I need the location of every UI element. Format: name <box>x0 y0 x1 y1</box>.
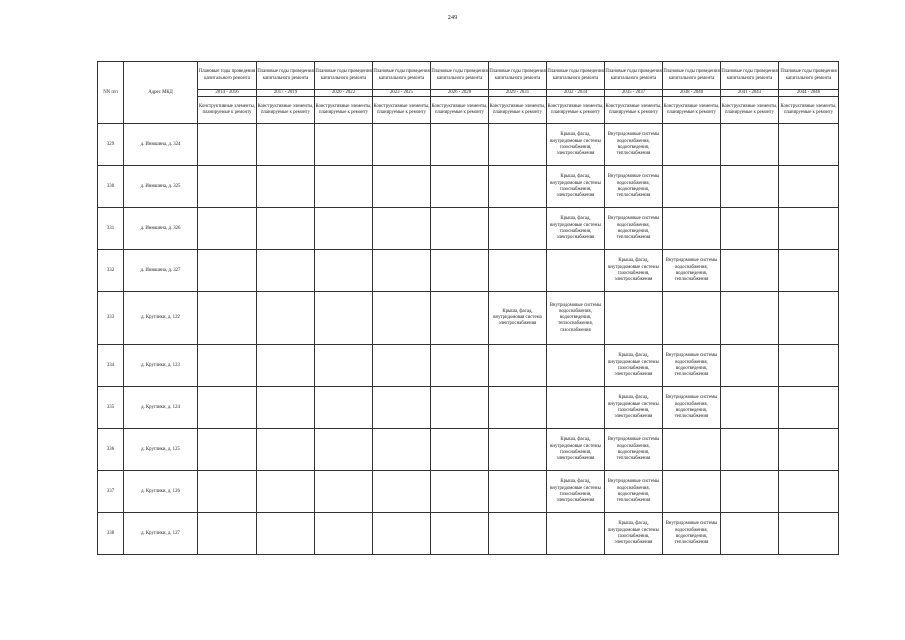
row-period-cell <box>605 292 663 345</box>
row-number: 330 <box>98 166 124 208</box>
repair-elements-text: Крыша, фасад, внутридомовые системы газоснабжения, электроснабжения <box>550 174 601 198</box>
table-row <box>98 292 839 345</box>
row-period-cell <box>663 429 721 471</box>
row-address: д. Инюшина, д. 325 <box>124 166 198 208</box>
row-period-cell <box>431 250 489 292</box>
header-plan-label: Плановые годы проведения капитального ремонта <box>663 62 721 90</box>
header-period: 2032 - 2034 <box>547 90 605 97</box>
row-period-cell <box>315 513 373 555</box>
row-period-cell <box>605 471 663 513</box>
row-period-cell <box>605 513 663 555</box>
header-period: 2023 - 2025 <box>373 90 431 97</box>
row-period-cell <box>198 429 257 471</box>
header-address: Адрес МКД <box>124 62 198 124</box>
row-period-cell <box>663 345 721 387</box>
row-period-cell <box>431 513 489 555</box>
header-period: 2041 - 2043 <box>721 90 779 97</box>
repair-elements-text: Внутридомовые системы водоснабжения, водоотведения, теплоснабжения <box>607 479 660 503</box>
row-period-cell <box>198 513 257 555</box>
row-period-cell <box>779 387 839 429</box>
row-period-cell <box>373 513 431 555</box>
row-period-cell <box>547 250 605 292</box>
row-period-cell <box>605 345 663 387</box>
row-address: д. Круглики, д. 125 <box>124 429 198 471</box>
row-period-cell <box>721 166 779 208</box>
table-row <box>98 166 839 208</box>
header-elements-label: Конструктивные элементы, планируемые к ремонту <box>257 97 315 124</box>
row-period-cell <box>198 166 257 208</box>
repair-elements-text: Внутридомовые системы водоснабжения, водоотведения, теплоснабжения <box>665 353 718 377</box>
row-period-cell <box>373 124 431 166</box>
row-number: 336 <box>98 429 124 471</box>
row-period-cell <box>315 471 373 513</box>
row-address: д. Инюшина, д. 324 <box>124 124 198 166</box>
row-period-cell <box>663 387 721 429</box>
row-period-cell <box>257 166 315 208</box>
row-period-cell <box>373 166 431 208</box>
row-period-cell <box>198 471 257 513</box>
row-period-cell <box>431 345 489 387</box>
row-period-cell <box>779 208 839 250</box>
row-period-cell <box>779 471 839 513</box>
row-period-cell <box>373 250 431 292</box>
repair-elements-text: Внутридомовые системы водоснабжения, водоотведения, теплоснабжения <box>607 132 660 156</box>
row-period-cell <box>663 250 721 292</box>
row-period-cell <box>663 166 721 208</box>
row-period-cell <box>489 292 547 345</box>
header-elements-label: Конструктивные элементы, планируемые к ремонту <box>605 97 663 124</box>
row-period-cell <box>373 471 431 513</box>
header-elements-label: Конструктивные элементы, планируемые к ремонту <box>373 97 431 124</box>
table-row <box>98 208 839 250</box>
table-row <box>98 429 839 471</box>
row-period-cell <box>547 471 605 513</box>
row-period-cell <box>605 124 663 166</box>
row-period-cell <box>373 208 431 250</box>
header-period: 2026 - 2028 <box>431 90 489 97</box>
row-period-cell <box>721 513 779 555</box>
header-elements-label: Конструктивные элементы, планируемые к ремонту <box>779 97 839 124</box>
repair-elements-text: Внутридомовые системы водоснабжения, водоотведения, теплоснабжения <box>665 258 718 282</box>
row-number: 333 <box>98 292 124 345</box>
row-period-cell <box>663 471 721 513</box>
row-period-cell <box>431 292 489 345</box>
repair-elements-text: Крыша, фасад, внутридомовые системы газоснабжения, электроснабжения <box>608 258 659 282</box>
row-period-cell <box>779 513 839 555</box>
row-period-cell <box>315 429 373 471</box>
row-period-cell <box>257 345 315 387</box>
row-period-cell <box>547 124 605 166</box>
table-row <box>98 250 839 292</box>
row-number: 329 <box>98 124 124 166</box>
row-period-cell <box>547 166 605 208</box>
row-period-cell <box>315 208 373 250</box>
row-period-cell <box>257 208 315 250</box>
row-address: д. Круглики, д. 123 <box>124 345 198 387</box>
table-row <box>98 345 839 387</box>
row-period-cell <box>315 250 373 292</box>
header-plan-label: Плановые годы проведения капитального ремонта <box>431 62 489 90</box>
row-period-cell <box>198 208 257 250</box>
row-period-cell <box>373 429 431 471</box>
repair-elements-text: Внутридомовые системы водоснабжения, водоотведения, теплоснабжения <box>665 395 718 419</box>
row-period-cell <box>721 292 779 345</box>
row-period-cell <box>315 387 373 429</box>
row-number: 334 <box>98 345 124 387</box>
row-period-cell <box>431 208 489 250</box>
row-period-cell <box>605 208 663 250</box>
row-period-cell <box>431 471 489 513</box>
row-period-cell <box>489 166 547 208</box>
row-period-cell <box>257 124 315 166</box>
row-period-cell <box>721 471 779 513</box>
row-number: 331 <box>98 208 124 250</box>
header-period: 2014 - 2016 <box>198 90 257 97</box>
row-period-cell <box>489 513 547 555</box>
row-period-cell <box>547 292 605 345</box>
row-period-cell <box>257 513 315 555</box>
repair-elements-text: Внутридомовые системы водоснабжения, водоотведения, теплоснабжения <box>665 521 718 545</box>
page-number: 249 <box>447 14 458 21</box>
row-period-cell <box>721 345 779 387</box>
row-period-cell <box>663 208 721 250</box>
row-period-cell <box>198 345 257 387</box>
header-period: 2029 - 2031 <box>489 90 547 97</box>
row-period-cell <box>547 513 605 555</box>
row-period-cell <box>489 387 547 429</box>
repair-elements-text: Внутридомовые системы водоснабжения, водоотведения, теплоснабжения <box>607 437 660 461</box>
row-period-cell <box>431 166 489 208</box>
repair-elements-text: Крыша, фасад, внутридомовые системы газоснабжения, электроснабжения <box>550 216 601 240</box>
row-period-cell <box>198 250 257 292</box>
header-plan-label: Плановые годы проведения капитального ремонта <box>489 62 547 90</box>
header-plan-label: Плановые годы проведения капитального ремонта <box>198 62 257 90</box>
row-address: д. Инюшина, д. 327 <box>124 250 198 292</box>
repair-elements-text: Крыша, фасад, внутридомовые системы газоснабжения, электроснабжения <box>550 437 601 461</box>
header-row-elements <box>98 97 839 124</box>
row-period-cell <box>489 471 547 513</box>
row-period-cell <box>663 124 721 166</box>
row-period-cell <box>489 250 547 292</box>
row-period-cell <box>489 208 547 250</box>
repair-elements-text: Крыша, фасад, внутридомовые системы газоснабжения, электроснабжения <box>608 521 659 545</box>
repair-elements-text: Крыша, фасад, внутридомовая система электроснабжения <box>493 308 542 327</box>
table-row <box>98 124 839 166</box>
row-period-cell <box>721 429 779 471</box>
row-period-cell <box>721 208 779 250</box>
row-period-cell <box>489 124 547 166</box>
header-plan-label: Плановые годы проведения капитального ремонта <box>315 62 373 90</box>
row-period-cell <box>315 292 373 345</box>
repair-elements-text: Внутридомовые системы водоснабжения, водоотведения, теплоснабжения <box>607 216 660 240</box>
repair-elements-text: Крыша, фасад, внутридомовые системы газоснабжения, электроснабжения <box>608 353 659 377</box>
row-period-cell <box>431 429 489 471</box>
header-period: 2038 - 2040 <box>663 90 721 97</box>
row-period-cell <box>198 292 257 345</box>
row-period-cell <box>198 124 257 166</box>
row-period-cell <box>721 387 779 429</box>
row-period-cell <box>431 387 489 429</box>
row-period-cell <box>605 429 663 471</box>
row-period-cell <box>315 166 373 208</box>
row-period-cell <box>663 513 721 555</box>
row-address: д. Круглики, д. 122 <box>124 292 198 345</box>
row-period-cell <box>489 345 547 387</box>
header-period: 2017 - 2019 <box>257 90 315 97</box>
header-elements-label: Конструктивные элементы, планируемые к ремонту <box>431 97 489 124</box>
header-row-years <box>98 90 839 97</box>
header-period: 2020 - 2022 <box>315 90 373 97</box>
header-elements-label: Конструктивные элементы, планируемые к ремонту <box>547 97 605 124</box>
row-number: 338 <box>98 513 124 555</box>
row-address: д. Круглики, д. 127 <box>124 513 198 555</box>
row-period-cell <box>315 345 373 387</box>
header-plan-label: Плановые годы проведения капитального ремонта <box>373 62 431 90</box>
row-period-cell <box>721 250 779 292</box>
row-period-cell <box>257 292 315 345</box>
row-period-cell <box>257 429 315 471</box>
row-period-cell <box>547 208 605 250</box>
row-period-cell <box>257 387 315 429</box>
row-period-cell <box>779 429 839 471</box>
header-row-plan <box>98 62 839 90</box>
repair-elements-text: Крыша, фасад, внутридомовые системы газоснабжения, электроснабжения <box>608 395 659 419</box>
row-number: 337 <box>98 471 124 513</box>
row-period-cell <box>257 250 315 292</box>
row-period-cell <box>779 292 839 345</box>
row-period-cell <box>373 387 431 429</box>
row-period-cell <box>431 124 489 166</box>
row-period-cell <box>721 124 779 166</box>
header-nn: NN п/п <box>98 62 124 124</box>
row-period-cell <box>779 124 839 166</box>
header-plan-label: Плановые годы проведения капитального ремонта <box>547 62 605 90</box>
row-period-cell <box>605 387 663 429</box>
row-number: 335 <box>98 387 124 429</box>
row-period-cell <box>373 345 431 387</box>
repair-plan-sheet <box>97 61 839 555</box>
header-elements-label: Конструктивные элементы, планируемые к ремонту <box>315 97 373 124</box>
row-period-cell <box>779 166 839 208</box>
header-elements-label: Конструктивные элементы, планируемые к ремонту <box>489 97 547 124</box>
header-elements-label: Конструктивные элементы, планируемые к ремонту <box>198 97 257 124</box>
table-row <box>98 471 839 513</box>
row-period-cell <box>257 471 315 513</box>
table-row <box>98 513 839 555</box>
row-period-cell <box>605 250 663 292</box>
row-period-cell <box>605 166 663 208</box>
row-period-cell <box>315 124 373 166</box>
row-number: 332 <box>98 250 124 292</box>
repair-elements-text: Внутридомовые системы водоснабжения, водоотведения, теплоснабжения <box>607 174 660 198</box>
row-address: д. Круглики, д. 126 <box>124 471 198 513</box>
row-address: д. Инюшина, д. 326 <box>124 208 198 250</box>
header-period: 2044 - 2046 <box>779 90 839 97</box>
header-period: 2035 - 2037 <box>605 90 663 97</box>
repair-elements-text: Внутридомовые системы водоснабжения, водоотведения, теплоснабжения, газоснабжения <box>549 302 602 333</box>
row-period-cell <box>547 345 605 387</box>
header-plan-label: Плановые годы проведения капитального ремонта <box>779 62 839 90</box>
repair-elements-text: Крыша, фасад, внутридомовые системы газоснабжения, электроснабжения <box>550 132 601 156</box>
header-elements-label: Конструктивные элементы, планируемые к ремонту <box>663 97 721 124</box>
row-period-cell <box>663 292 721 345</box>
header-plan-label: Плановые годы проведения капитального ремонта <box>605 62 663 90</box>
row-period-cell <box>547 429 605 471</box>
header-plan-label: Плановые годы проведения капитального ремонта <box>721 62 779 90</box>
repair-elements-text: Крыша, фасад, внутридомовые системы газоснабжения, электроснабжения <box>550 479 601 503</box>
row-address: д. Круглики, д. 124 <box>124 387 198 429</box>
table-row <box>98 387 839 429</box>
repair-plan-table <box>97 61 839 555</box>
header-elements-label: Конструктивные элементы, планируемые к ремонту <box>721 97 779 124</box>
row-period-cell <box>779 345 839 387</box>
row-period-cell <box>779 250 839 292</box>
header-plan-label: Плановые годы проведения капитального ремонта <box>257 62 315 90</box>
row-period-cell <box>373 292 431 345</box>
row-period-cell <box>547 387 605 429</box>
row-period-cell <box>489 429 547 471</box>
row-period-cell <box>198 387 257 429</box>
